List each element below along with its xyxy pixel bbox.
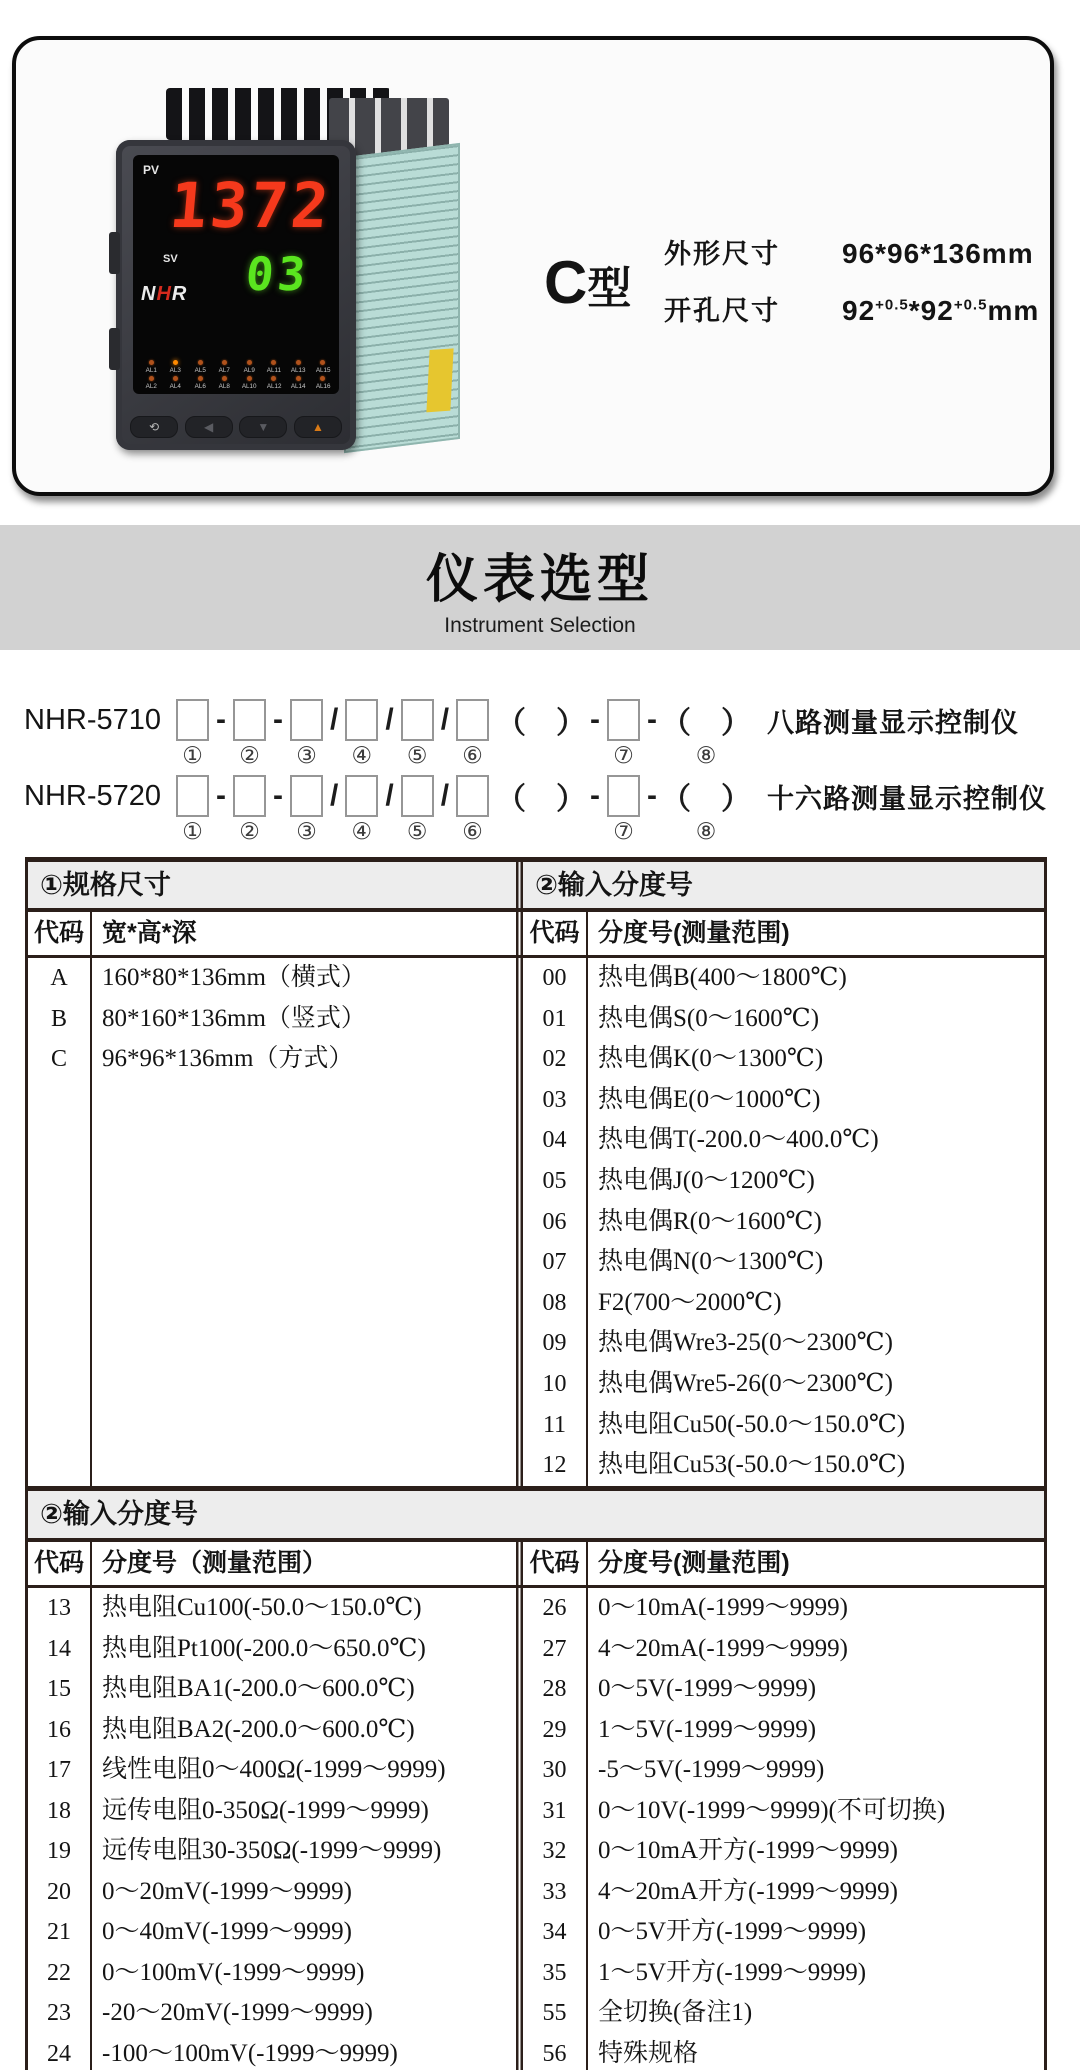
code-box: ⑥ — [451, 698, 494, 770]
table-cell: 56 — [542, 2040, 567, 2067]
table-cell: 4～20mA(-1999～9999) — [598, 1634, 848, 1662]
code-box: ⑥ — [451, 774, 494, 846]
outline-dimension-row — [664, 232, 1039, 271]
code-separator: / — [330, 703, 339, 736]
led-dot-icon — [247, 360, 252, 365]
section1-left-title: ①规格尺寸 — [28, 862, 516, 908]
table-cell: 1～5V(-1999～9999) — [598, 1715, 817, 1743]
code-box: ④ — [340, 774, 383, 846]
section2-body — [28, 1588, 1044, 2070]
table-cell: 31 — [542, 1797, 567, 1824]
table-cell: 17 — [47, 1757, 71, 1783]
table-cell: 55 — [542, 2000, 567, 2026]
table-cell: 热电偶Wre5-26(0～2300℃) — [598, 1369, 893, 1397]
code-separator: - — [216, 779, 226, 812]
table-cell: 80*160*136mm（竖式） — [102, 1004, 366, 1032]
alarm-led — [164, 360, 188, 374]
code-separator: - — [647, 703, 658, 736]
input-code-column — [523, 1588, 588, 2070]
table-cell: 00 — [542, 965, 567, 991]
table-cell: 热电阻BA2(-200.0～600.0℃) — [102, 1715, 415, 1743]
dimension-value: 96*96*136mm — [842, 238, 1034, 269]
alarm-led — [139, 376, 163, 390]
led-label: AL7 — [219, 367, 231, 374]
led-dot-icon — [149, 376, 154, 381]
led-dot-icon — [296, 360, 301, 365]
dimension-value: $92^{+0.5}*92^{+0.5}mm$ — [842, 295, 1040, 326]
brand-logo: NHR — [141, 283, 188, 305]
led-label: AL3 — [169, 367, 182, 374]
table-cell: 全切换(备注1) — [598, 1999, 753, 2026]
col-header-code: 代码 — [28, 912, 92, 955]
mount-tab — [109, 232, 120, 274]
table-cell: 热电偶R(0～1600℃) — [598, 1207, 822, 1235]
table-cell: B — [50, 1005, 67, 1032]
ordering-description: 八路测量显示控制仪 — [767, 707, 1020, 738]
left-arrow-button-icon: ◀ — [185, 416, 233, 438]
code-box: ⑤ — [396, 698, 439, 770]
alarm-led — [237, 376, 261, 390]
table-cell: -20～20mV(-1999～9999) — [102, 1999, 373, 2026]
table-cell: 远传电阻0-350Ω(-1999～9999) — [102, 1796, 429, 1824]
sv-label: SV — [163, 253, 178, 265]
section-banner — [0, 525, 1080, 650]
col-header-code: 代码 — [523, 1542, 588, 1585]
ordering-model: NHR-5710 — [24, 703, 161, 736]
reset-button-icon: ⟲ — [130, 416, 178, 438]
table-cell: 热电偶S(0～1600℃) — [598, 1004, 820, 1032]
table-cell: 热电偶T(-200.0～400.0℃) — [598, 1126, 879, 1154]
col-header-range: 分度号(测量范围) — [598, 1549, 790, 1577]
table-cell: 01 — [542, 1005, 567, 1032]
led-dot-icon — [296, 376, 301, 381]
table-cell: 热电偶Wre3-25(0～2300℃) — [598, 1329, 893, 1357]
alarm-led — [164, 376, 188, 390]
table-cell: 热电偶K(0～1300℃) — [598, 1045, 824, 1073]
code-box: ④ — [340, 698, 383, 770]
table-cell: 03 — [542, 1086, 567, 1113]
table-cell: -5～5V(-1999～9999) — [598, 1756, 825, 1783]
col-header-size: 宽*高*深 — [102, 919, 197, 947]
led-row — [139, 376, 335, 390]
section1-body — [28, 958, 1044, 1491]
led-label: AL14 — [291, 383, 306, 390]
table-cell: 24 — [47, 2040, 71, 2067]
alarm-led — [213, 360, 237, 374]
table-cell: 0～100mV(-1999～9999) — [102, 1958, 365, 1986]
ordering-code-section — [24, 698, 1064, 850]
input-desc-column — [588, 958, 1044, 1486]
input-desc-column — [92, 1588, 516, 2070]
instrument-photo — [104, 88, 474, 478]
code-separator: - — [590, 779, 601, 812]
led-label: AL13 — [291, 367, 306, 374]
led-dot-icon — [222, 376, 227, 381]
table-cell: 15 — [47, 1676, 71, 1702]
table-cell: 14 — [47, 1635, 71, 1662]
code-separator: （ ） — [496, 783, 587, 816]
table-cell: 热电阻Cu50(-50.0～150.0℃) — [598, 1410, 906, 1438]
led-label: AL8 — [219, 383, 231, 390]
led-dot-icon — [149, 360, 154, 365]
code-separator: / — [385, 779, 394, 812]
table-cell: 0～5V开方(-1999～9999) — [598, 1918, 867, 1945]
ordering-row-nhr5710 — [24, 698, 1064, 770]
table-cell: 04 — [542, 1127, 567, 1154]
input-desc-column — [588, 1588, 1044, 2070]
table-cell: 0～10mA(-1999～9999) — [598, 1594, 848, 1621]
device-buttons — [130, 416, 342, 438]
sv-value: 03 — [243, 247, 312, 301]
table-cell: 96*96*136mm（方式） — [102, 1045, 354, 1073]
table-cell: 13 — [47, 1595, 71, 1621]
led-label: AL5 — [194, 367, 206, 374]
section1-right-title: ②输入分度号 — [523, 862, 1044, 908]
code-box: ① — [171, 774, 214, 846]
table-cell: 10 — [542, 1370, 567, 1397]
led-dot-icon — [173, 360, 178, 365]
code-box: ③ — [285, 698, 328, 770]
column-divider — [516, 958, 523, 1486]
led-label: AL6 — [194, 383, 206, 390]
code-separator: - — [273, 703, 283, 736]
banner-title: 仪表选型 — [425, 551, 654, 609]
code-separator: / — [330, 779, 339, 812]
table-cell: 1～5V开方(-1999～9999) — [598, 1958, 867, 1986]
led-label: AL10 — [241, 383, 257, 390]
table-cell: 0～40mV(-1999～9999) — [102, 1918, 352, 1945]
table-cell: 0～10V(-1999～9999)(不可切换) — [598, 1796, 946, 1824]
code-separator: （ ） ⑧ — [661, 783, 752, 844]
product-card — [12, 36, 1054, 496]
alarm-led — [286, 376, 310, 390]
column-divider — [516, 862, 523, 908]
alarm-led — [139, 360, 163, 374]
table-cell: 16 — [47, 1716, 71, 1743]
dimension-label: 开孔尺寸 — [664, 296, 780, 326]
banner-subtitle: Instrument Selection — [444, 614, 636, 637]
section2-subheader-row — [28, 1542, 1044, 1588]
table-cell: 热电偶N(0～1300℃) — [598, 1248, 824, 1276]
led-label: AL9 — [243, 367, 255, 374]
led-dot-icon — [320, 376, 325, 381]
table-cell: 02 — [542, 1046, 567, 1073]
led-dot-icon — [198, 376, 203, 381]
led-label: AL11 — [266, 367, 281, 374]
table-cell: 07 — [542, 1249, 567, 1276]
alarm-led — [188, 360, 212, 374]
led-dot-icon — [271, 360, 276, 365]
table-cell: 热电偶J(0～1200℃) — [598, 1166, 815, 1194]
dimension-specs — [664, 232, 1039, 346]
led-label: AL2 — [145, 383, 157, 390]
table-cell: 35 — [542, 1959, 567, 1986]
table-cell: 热电阻Cu53(-50.0～150.0℃) — [598, 1451, 906, 1479]
ordering-description: 十六路测量显示控制仪 — [767, 783, 1048, 814]
device-side-label — [344, 143, 460, 453]
up-arrow-button-icon: ▲ — [294, 416, 342, 438]
column-divider — [516, 1588, 523, 2070]
warning-sticker — [426, 348, 453, 412]
code-separator: / — [385, 703, 394, 736]
led-label: AL4 — [169, 383, 182, 390]
led-row — [139, 360, 335, 374]
cutout-dimension-row — [664, 289, 1039, 328]
down-arrow-button-icon: ▼ — [239, 416, 287, 438]
table-cell: 0～10mA开方(-1999～9999) — [598, 1837, 898, 1864]
table-cell: 160*80*136mm（横式） — [102, 964, 366, 991]
input-code-column — [28, 1588, 92, 2070]
alarm-led — [311, 376, 335, 390]
device-screen — [133, 155, 339, 394]
led-dot-icon — [222, 360, 227, 365]
led-dot-icon — [271, 376, 276, 381]
table-cell: 远传电阻30-350Ω(-1999～9999) — [102, 1837, 442, 1864]
code-separator: / — [440, 703, 450, 736]
led-dot-icon — [173, 376, 178, 381]
code-separator: （ ） — [496, 707, 587, 740]
alarm-led — [262, 360, 286, 374]
table-cell: 20 — [47, 1878, 71, 1905]
led-label: AL12 — [266, 383, 282, 390]
table-cell: 05 — [542, 1167, 567, 1194]
led-label: AL15 — [315, 367, 331, 374]
selection-table — [25, 857, 1047, 2070]
size-code-column — [28, 958, 92, 1486]
table-cell: 28 — [542, 1676, 567, 1702]
code-separator: / — [440, 779, 450, 812]
code-box: ② — [228, 774, 271, 846]
table-cell: 0～5V(-1999～9999) — [598, 1675, 817, 1702]
pv-value: 1372 — [166, 169, 335, 242]
table-cell: 线性电阻0～400Ω(-1999～9999) — [102, 1756, 446, 1783]
code-box: ③ — [285, 774, 328, 846]
table-cell: -100～100mV(-1999～9999) — [102, 2039, 398, 2067]
code-separator: - — [216, 703, 226, 736]
code-separator: - — [590, 703, 601, 736]
table-cell: F2(700～2000℃) — [598, 1288, 782, 1316]
code-box: ① — [171, 698, 214, 770]
code-separator: （ ） ⑧ — [661, 707, 752, 768]
input-code-column — [523, 958, 588, 1486]
size-desc-column — [92, 958, 516, 1486]
table-cell: 33 — [542, 1878, 567, 1905]
table-cell: 26 — [542, 1595, 567, 1621]
table-cell: 4～20mA开方(-1999～9999) — [598, 1877, 898, 1905]
code-separator: - — [273, 779, 283, 812]
column-divider — [516, 912, 523, 955]
table-cell: 08 — [542, 1289, 567, 1316]
led-dot-icon — [320, 360, 325, 365]
table-cell: 27 — [542, 1635, 567, 1662]
alarm-led — [286, 360, 310, 374]
led-dot-icon — [247, 376, 252, 381]
table-cell: 11 — [542, 1411, 567, 1438]
col-header-range: 分度号（测量范围） — [102, 1549, 328, 1577]
led-label: AL16 — [315, 383, 331, 390]
col-header-range: 分度号(测量范围) — [598, 919, 790, 947]
section2-title: ②输入分度号 — [28, 1491, 1044, 1538]
led-dot-icon — [198, 360, 203, 365]
section1-header-row — [28, 862, 1044, 912]
alarm-led — [188, 376, 212, 390]
table-cell: 热电阻Pt100(-200.0～650.0℃) — [102, 1634, 426, 1662]
code-box: ⑦ — [602, 774, 645, 846]
table-cell: 34 — [542, 1919, 567, 1945]
code-box: ⑤ — [396, 774, 439, 846]
table-cell: 22 — [47, 1959, 71, 1986]
table-cell: 12 — [542, 1452, 567, 1479]
col-header-code: 代码 — [523, 912, 588, 955]
code-box: ② — [228, 698, 271, 770]
table-cell: 18 — [47, 1797, 71, 1824]
code-separator: - — [647, 779, 658, 812]
table-cell: 0～20mV(-1999～9999) — [102, 1877, 352, 1905]
table-cell: 32 — [542, 1838, 567, 1864]
table-cell: 热电偶B(400～1800℃) — [598, 964, 847, 991]
device-front-panel — [116, 140, 356, 450]
ordering-row-nhr5720 — [24, 774, 1064, 846]
table-cell: 29 — [542, 1716, 567, 1743]
table-cell: 热电阻BA1(-200.0～600.0℃) — [102, 1675, 415, 1702]
table-cell: 23 — [47, 2000, 71, 2026]
code-box: ⑦ — [602, 698, 645, 770]
table-cell: 热电阻Cu100(-50.0～150.0℃) — [102, 1594, 422, 1621]
table-cell: 特殊规格 — [598, 2039, 699, 2067]
section1-subheader-row — [28, 912, 1044, 958]
alarm-led — [262, 376, 286, 390]
ordering-model: NHR-5720 — [24, 779, 161, 812]
model-type-label: C型 — [544, 249, 632, 316]
table-cell: C — [50, 1046, 67, 1073]
dimension-label: 外形尺寸 — [664, 239, 780, 269]
section2-header-row — [28, 1491, 1044, 1542]
alarm-led — [213, 376, 237, 390]
alarm-led — [311, 360, 335, 374]
table-cell: A — [50, 965, 68, 991]
col-header-code: 代码 — [28, 1542, 92, 1585]
table-cell: 30 — [542, 1757, 567, 1783]
table-cell: 21 — [47, 1919, 71, 1945]
table-cell: 09 — [542, 1330, 567, 1357]
column-divider — [516, 1542, 523, 1585]
alarm-led-grid — [139, 358, 335, 390]
table-cell: 热电偶E(0～1000℃) — [598, 1085, 821, 1113]
mount-tab — [109, 328, 120, 370]
table-cell: 19 — [47, 1838, 71, 1864]
alarm-led — [237, 360, 261, 374]
led-label: AL1 — [145, 367, 157, 374]
table-cell: 06 — [542, 1208, 567, 1235]
pv-label: PV — [143, 163, 160, 177]
